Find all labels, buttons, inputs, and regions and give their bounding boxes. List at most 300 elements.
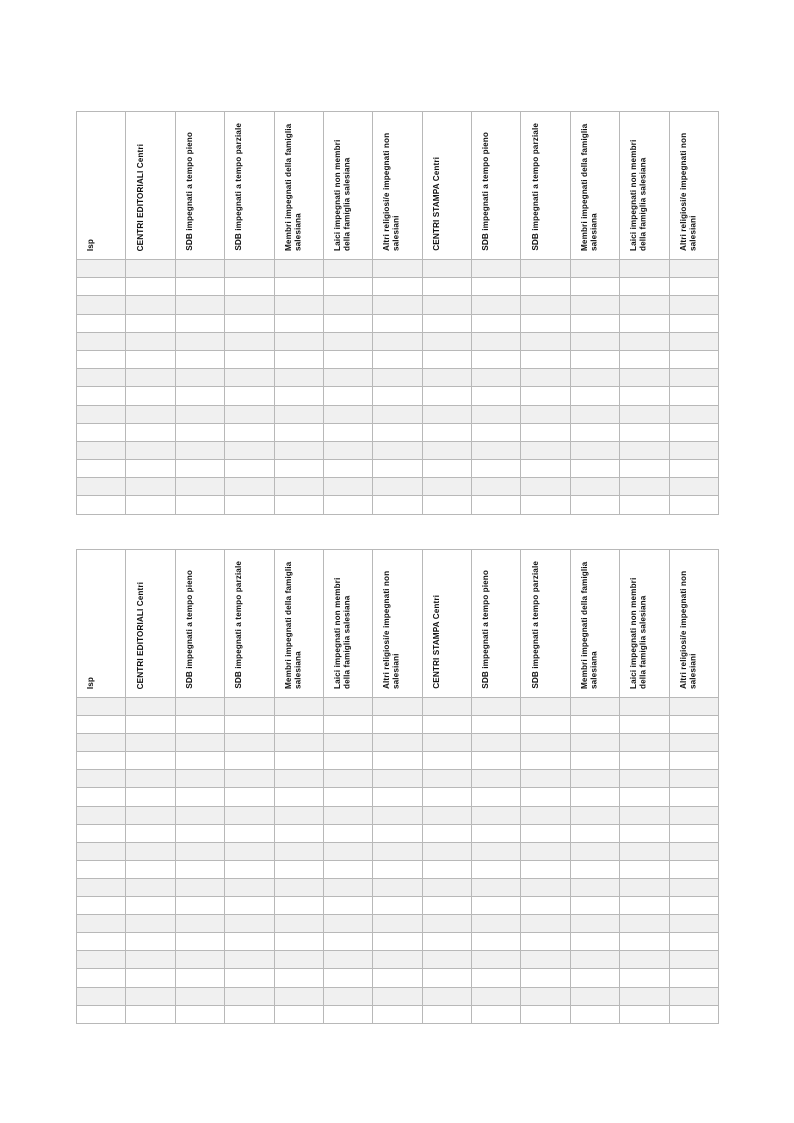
table-cell[interactable] [472, 1005, 521, 1023]
table-cell[interactable] [225, 878, 274, 896]
table-cell[interactable] [323, 842, 372, 860]
table-cell[interactable] [126, 806, 175, 824]
table-cell[interactable] [472, 878, 521, 896]
table-cell[interactable] [175, 969, 224, 987]
table-cell[interactable] [323, 734, 372, 752]
table-cell[interactable] [373, 278, 422, 296]
table-cell[interactable] [620, 405, 669, 423]
table-cell[interactable] [323, 878, 372, 896]
table-cell[interactable] [225, 951, 274, 969]
table-cell[interactable] [323, 969, 372, 987]
table-cell[interactable] [620, 987, 669, 1005]
table-cell[interactable] [175, 350, 224, 368]
table-cell[interactable] [274, 423, 323, 441]
table-cell[interactable] [274, 951, 323, 969]
table-cell[interactable] [472, 897, 521, 915]
table-cell[interactable] [521, 350, 570, 368]
table-cell[interactable] [422, 824, 471, 842]
table-cell[interactable] [225, 350, 274, 368]
table-cell[interactable] [323, 716, 372, 734]
table-cell[interactable] [570, 296, 619, 314]
table-cell[interactable] [126, 405, 175, 423]
table-cell[interactable] [175, 278, 224, 296]
table-cell[interactable] [570, 423, 619, 441]
table-cell[interactable] [472, 350, 521, 368]
table-cell[interactable] [175, 296, 224, 314]
table-cell[interactable] [669, 478, 719, 496]
table-cell[interactable] [225, 496, 274, 514]
table-cell[interactable] [422, 969, 471, 987]
table-cell[interactable] [521, 441, 570, 459]
table-cell[interactable] [472, 716, 521, 734]
table-cell[interactable] [274, 987, 323, 1005]
table-cell[interactable] [472, 842, 521, 860]
table-cell[interactable] [669, 752, 719, 770]
table-cell[interactable] [570, 698, 619, 716]
table-cell[interactable] [521, 260, 570, 278]
table-cell[interactable] [620, 933, 669, 951]
table-cell[interactable] [126, 698, 175, 716]
table-cell[interactable] [274, 734, 323, 752]
table-cell[interactable] [570, 369, 619, 387]
table-cell[interactable] [570, 897, 619, 915]
table-cell[interactable] [225, 987, 274, 1005]
table-cell[interactable] [77, 314, 126, 332]
table-cell[interactable] [126, 969, 175, 987]
table-cell[interactable] [323, 824, 372, 842]
table-cell[interactable] [323, 752, 372, 770]
table-cell[interactable] [669, 842, 719, 860]
table-cell[interactable] [175, 915, 224, 933]
table-cell[interactable] [274, 405, 323, 423]
table-cell[interactable] [77, 278, 126, 296]
table-cell[interactable] [77, 369, 126, 387]
table-cell[interactable] [620, 716, 669, 734]
table-cell[interactable] [225, 460, 274, 478]
table-cell[interactable] [521, 734, 570, 752]
table-cell[interactable] [126, 441, 175, 459]
table-cell[interactable] [669, 987, 719, 1005]
table-cell[interactable] [175, 260, 224, 278]
table-cell[interactable] [77, 260, 126, 278]
table-cell[interactable] [373, 987, 422, 1005]
table-cell[interactable] [669, 314, 719, 332]
table-cell[interactable] [472, 478, 521, 496]
table-cell[interactable] [472, 296, 521, 314]
table-cell[interactable] [422, 788, 471, 806]
table-cell[interactable] [126, 387, 175, 405]
table-cell[interactable] [521, 915, 570, 933]
table-cell[interactable] [570, 933, 619, 951]
table-cell[interactable] [422, 332, 471, 350]
table-cell[interactable] [620, 734, 669, 752]
table-cell[interactable] [274, 460, 323, 478]
table-cell[interactable] [570, 806, 619, 824]
table-cell[interactable] [373, 423, 422, 441]
table-cell[interactable] [620, 278, 669, 296]
table-cell[interactable] [570, 969, 619, 987]
table-cell[interactable] [225, 842, 274, 860]
table-cell[interactable] [620, 314, 669, 332]
table-cell[interactable] [472, 314, 521, 332]
table-cell[interactable] [274, 897, 323, 915]
table-cell[interactable] [175, 405, 224, 423]
table-cell[interactable] [521, 716, 570, 734]
table-cell[interactable] [373, 824, 422, 842]
table-cell[interactable] [422, 915, 471, 933]
table-cell[interactable] [669, 296, 719, 314]
table-cell[interactable] [126, 933, 175, 951]
table-cell[interactable] [126, 350, 175, 368]
table-cell[interactable] [472, 752, 521, 770]
table-cell[interactable] [126, 496, 175, 514]
table-cell[interactable] [175, 987, 224, 1005]
table-cell[interactable] [373, 716, 422, 734]
table-cell[interactable] [373, 969, 422, 987]
table-cell[interactable] [373, 951, 422, 969]
table-cell[interactable] [323, 423, 372, 441]
table-cell[interactable] [274, 441, 323, 459]
table-cell[interactable] [570, 478, 619, 496]
table-cell[interactable] [620, 770, 669, 788]
table-cell[interactable] [373, 260, 422, 278]
table-cell[interactable] [274, 698, 323, 716]
table-cell[interactable] [472, 460, 521, 478]
table-cell[interactable] [521, 752, 570, 770]
table-cell[interactable] [126, 788, 175, 806]
table-cell[interactable] [175, 460, 224, 478]
table-cell[interactable] [620, 824, 669, 842]
table-cell[interactable] [77, 698, 126, 716]
table-cell[interactable] [274, 860, 323, 878]
table-cell[interactable] [669, 933, 719, 951]
table-cell[interactable] [175, 824, 224, 842]
table-cell[interactable] [669, 332, 719, 350]
table-cell[interactable] [570, 860, 619, 878]
table-cell[interactable] [274, 933, 323, 951]
table-cell[interactable] [77, 1005, 126, 1023]
table-cell[interactable] [225, 933, 274, 951]
table-cell[interactable] [620, 951, 669, 969]
table-cell[interactable] [521, 698, 570, 716]
table-cell[interactable] [620, 969, 669, 987]
table-cell[interactable] [521, 423, 570, 441]
table-cell[interactable] [323, 278, 372, 296]
table-cell[interactable] [620, 806, 669, 824]
table-cell[interactable] [570, 734, 619, 752]
table-cell[interactable] [323, 698, 372, 716]
table-cell[interactable] [77, 987, 126, 1005]
table-cell[interactable] [323, 405, 372, 423]
table-cell[interactable] [373, 1005, 422, 1023]
table-cell[interactable] [225, 314, 274, 332]
table-cell[interactable] [620, 860, 669, 878]
table-cell[interactable] [77, 716, 126, 734]
table-cell[interactable] [126, 734, 175, 752]
table-cell[interactable] [274, 824, 323, 842]
table-cell[interactable] [422, 716, 471, 734]
table-cell[interactable] [225, 296, 274, 314]
table-cell[interactable] [373, 842, 422, 860]
table-cell[interactable] [521, 332, 570, 350]
table-cell[interactable] [620, 460, 669, 478]
table-cell[interactable] [373, 752, 422, 770]
table-cell[interactable] [175, 314, 224, 332]
table-cell[interactable] [521, 806, 570, 824]
table-cell[interactable] [422, 441, 471, 459]
table-cell[interactable] [225, 1005, 274, 1023]
table-cell[interactable] [175, 496, 224, 514]
table-cell[interactable] [274, 278, 323, 296]
table-cell[interactable] [274, 788, 323, 806]
table-cell[interactable] [521, 897, 570, 915]
table-cell[interactable] [472, 933, 521, 951]
table-cell[interactable] [225, 260, 274, 278]
table-cell[interactable] [669, 969, 719, 987]
table-cell[interactable] [373, 770, 422, 788]
table-cell[interactable] [274, 1005, 323, 1023]
table-cell[interactable] [225, 770, 274, 788]
table-cell[interactable] [77, 478, 126, 496]
table-cell[interactable] [77, 350, 126, 368]
table-cell[interactable] [126, 369, 175, 387]
table-cell[interactable] [126, 878, 175, 896]
table-cell[interactable] [77, 878, 126, 896]
table-cell[interactable] [126, 478, 175, 496]
table-cell[interactable] [77, 423, 126, 441]
table-cell[interactable] [472, 951, 521, 969]
table-cell[interactable] [669, 423, 719, 441]
table-cell[interactable] [175, 441, 224, 459]
table-cell[interactable] [521, 387, 570, 405]
table-cell[interactable] [620, 387, 669, 405]
table-cell[interactable] [570, 716, 619, 734]
table-cell[interactable] [570, 788, 619, 806]
table-cell[interactable] [77, 860, 126, 878]
table-cell[interactable] [521, 478, 570, 496]
table-cell[interactable] [570, 405, 619, 423]
table-cell[interactable] [175, 788, 224, 806]
table-cell[interactable] [77, 496, 126, 514]
table-cell[interactable] [570, 770, 619, 788]
table-cell[interactable] [323, 806, 372, 824]
table-cell[interactable] [274, 878, 323, 896]
table-cell[interactable] [126, 278, 175, 296]
table-cell[interactable] [274, 296, 323, 314]
table-cell[interactable] [175, 897, 224, 915]
table-cell[interactable] [620, 788, 669, 806]
table-cell[interactable] [472, 278, 521, 296]
table-cell[interactable] [620, 296, 669, 314]
table-cell[interactable] [126, 987, 175, 1005]
table-cell[interactable] [422, 369, 471, 387]
table-cell[interactable] [225, 441, 274, 459]
table-cell[interactable] [225, 332, 274, 350]
table-cell[interactable] [225, 278, 274, 296]
table-cell[interactable] [669, 897, 719, 915]
table-cell[interactable] [570, 496, 619, 514]
table-cell[interactable] [620, 441, 669, 459]
table-cell[interactable] [422, 314, 471, 332]
table-cell[interactable] [77, 734, 126, 752]
table-cell[interactable] [373, 350, 422, 368]
table-cell[interactable] [274, 478, 323, 496]
table-cell[interactable] [373, 314, 422, 332]
table-cell[interactable] [472, 860, 521, 878]
table-cell[interactable] [274, 260, 323, 278]
table-cell[interactable] [225, 969, 274, 987]
table-cell[interactable] [373, 387, 422, 405]
table-cell[interactable] [422, 698, 471, 716]
table-cell[interactable] [422, 897, 471, 915]
table-cell[interactable] [521, 788, 570, 806]
table-cell[interactable] [422, 260, 471, 278]
table-cell[interactable] [323, 770, 372, 788]
table-cell[interactable] [422, 1005, 471, 1023]
table-cell[interactable] [77, 915, 126, 933]
table-cell[interactable] [472, 734, 521, 752]
table-cell[interactable] [126, 1005, 175, 1023]
table-cell[interactable] [669, 369, 719, 387]
table-cell[interactable] [521, 278, 570, 296]
table-cell[interactable] [422, 842, 471, 860]
table-cell[interactable] [521, 460, 570, 478]
table-cell[interactable] [126, 716, 175, 734]
table-cell[interactable] [422, 734, 471, 752]
table-cell[interactable] [422, 278, 471, 296]
table-cell[interactable] [422, 460, 471, 478]
table-cell[interactable] [570, 387, 619, 405]
table-cell[interactable] [570, 314, 619, 332]
table-cell[interactable] [126, 752, 175, 770]
table-cell[interactable] [323, 496, 372, 514]
table-cell[interactable] [422, 478, 471, 496]
table-cell[interactable] [669, 405, 719, 423]
table-cell[interactable] [373, 698, 422, 716]
table-cell[interactable] [323, 296, 372, 314]
table-cell[interactable] [669, 788, 719, 806]
table-cell[interactable] [373, 478, 422, 496]
table-cell[interactable] [472, 987, 521, 1005]
table-cell[interactable] [175, 1005, 224, 1023]
table-cell[interactable] [521, 969, 570, 987]
table-cell[interactable] [620, 1005, 669, 1023]
table-cell[interactable] [422, 350, 471, 368]
table-cell[interactable] [570, 332, 619, 350]
table-cell[interactable] [77, 897, 126, 915]
table-cell[interactable] [225, 752, 274, 770]
table-cell[interactable] [373, 915, 422, 933]
table-cell[interactable] [77, 824, 126, 842]
table-cell[interactable] [225, 788, 274, 806]
table-cell[interactable] [225, 716, 274, 734]
table-cell[interactable] [472, 332, 521, 350]
table-cell[interactable] [570, 842, 619, 860]
table-cell[interactable] [669, 824, 719, 842]
table-cell[interactable] [422, 878, 471, 896]
table-cell[interactable] [175, 752, 224, 770]
table-cell[interactable] [521, 296, 570, 314]
table-cell[interactable] [77, 296, 126, 314]
table-cell[interactable] [225, 369, 274, 387]
table-cell[interactable] [472, 969, 521, 987]
table-cell[interactable] [521, 405, 570, 423]
table-cell[interactable] [274, 842, 323, 860]
table-cell[interactable] [126, 314, 175, 332]
table-cell[interactable] [521, 496, 570, 514]
table-cell[interactable] [323, 332, 372, 350]
table-cell[interactable] [570, 278, 619, 296]
table-cell[interactable] [175, 332, 224, 350]
table-cell[interactable] [77, 332, 126, 350]
table-cell[interactable] [669, 260, 719, 278]
table-cell[interactable] [472, 698, 521, 716]
table-cell[interactable] [570, 1005, 619, 1023]
table-cell[interactable] [422, 933, 471, 951]
table-cell[interactable] [126, 770, 175, 788]
table-cell[interactable] [323, 987, 372, 1005]
table-cell[interactable] [422, 752, 471, 770]
table-cell[interactable] [77, 441, 126, 459]
table-cell[interactable] [620, 752, 669, 770]
table-cell[interactable] [472, 441, 521, 459]
table-cell[interactable] [225, 915, 274, 933]
table-cell[interactable] [126, 897, 175, 915]
table-cell[interactable] [521, 860, 570, 878]
table-cell[interactable] [126, 260, 175, 278]
table-cell[interactable] [126, 460, 175, 478]
table-cell[interactable] [175, 698, 224, 716]
table-cell[interactable] [669, 441, 719, 459]
table-cell[interactable] [77, 405, 126, 423]
table-cell[interactable] [225, 860, 274, 878]
table-cell[interactable] [77, 788, 126, 806]
table-cell[interactable] [77, 806, 126, 824]
table-cell[interactable] [570, 915, 619, 933]
table-cell[interactable] [472, 788, 521, 806]
table-cell[interactable] [620, 878, 669, 896]
table-cell[interactable] [175, 933, 224, 951]
table-cell[interactable] [422, 951, 471, 969]
table-cell[interactable] [521, 770, 570, 788]
table-cell[interactable] [274, 806, 323, 824]
table-cell[interactable] [570, 987, 619, 1005]
table-cell[interactable] [669, 1005, 719, 1023]
table-cell[interactable] [422, 987, 471, 1005]
table-cell[interactable] [521, 933, 570, 951]
table-cell[interactable] [225, 806, 274, 824]
table-cell[interactable] [669, 878, 719, 896]
table-cell[interactable] [126, 951, 175, 969]
table-cell[interactable] [323, 478, 372, 496]
table-cell[interactable] [472, 915, 521, 933]
table-cell[interactable] [373, 460, 422, 478]
table-cell[interactable] [175, 951, 224, 969]
table-cell[interactable] [323, 350, 372, 368]
table-cell[interactable] [570, 350, 619, 368]
table-cell[interactable] [422, 296, 471, 314]
table-cell[interactable] [323, 260, 372, 278]
table-cell[interactable] [422, 806, 471, 824]
table-cell[interactable] [373, 806, 422, 824]
table-cell[interactable] [175, 369, 224, 387]
table-cell[interactable] [126, 915, 175, 933]
table-cell[interactable] [373, 405, 422, 423]
table-cell[interactable] [669, 770, 719, 788]
table-cell[interactable] [77, 969, 126, 987]
table-cell[interactable] [620, 496, 669, 514]
table-cell[interactable] [77, 752, 126, 770]
